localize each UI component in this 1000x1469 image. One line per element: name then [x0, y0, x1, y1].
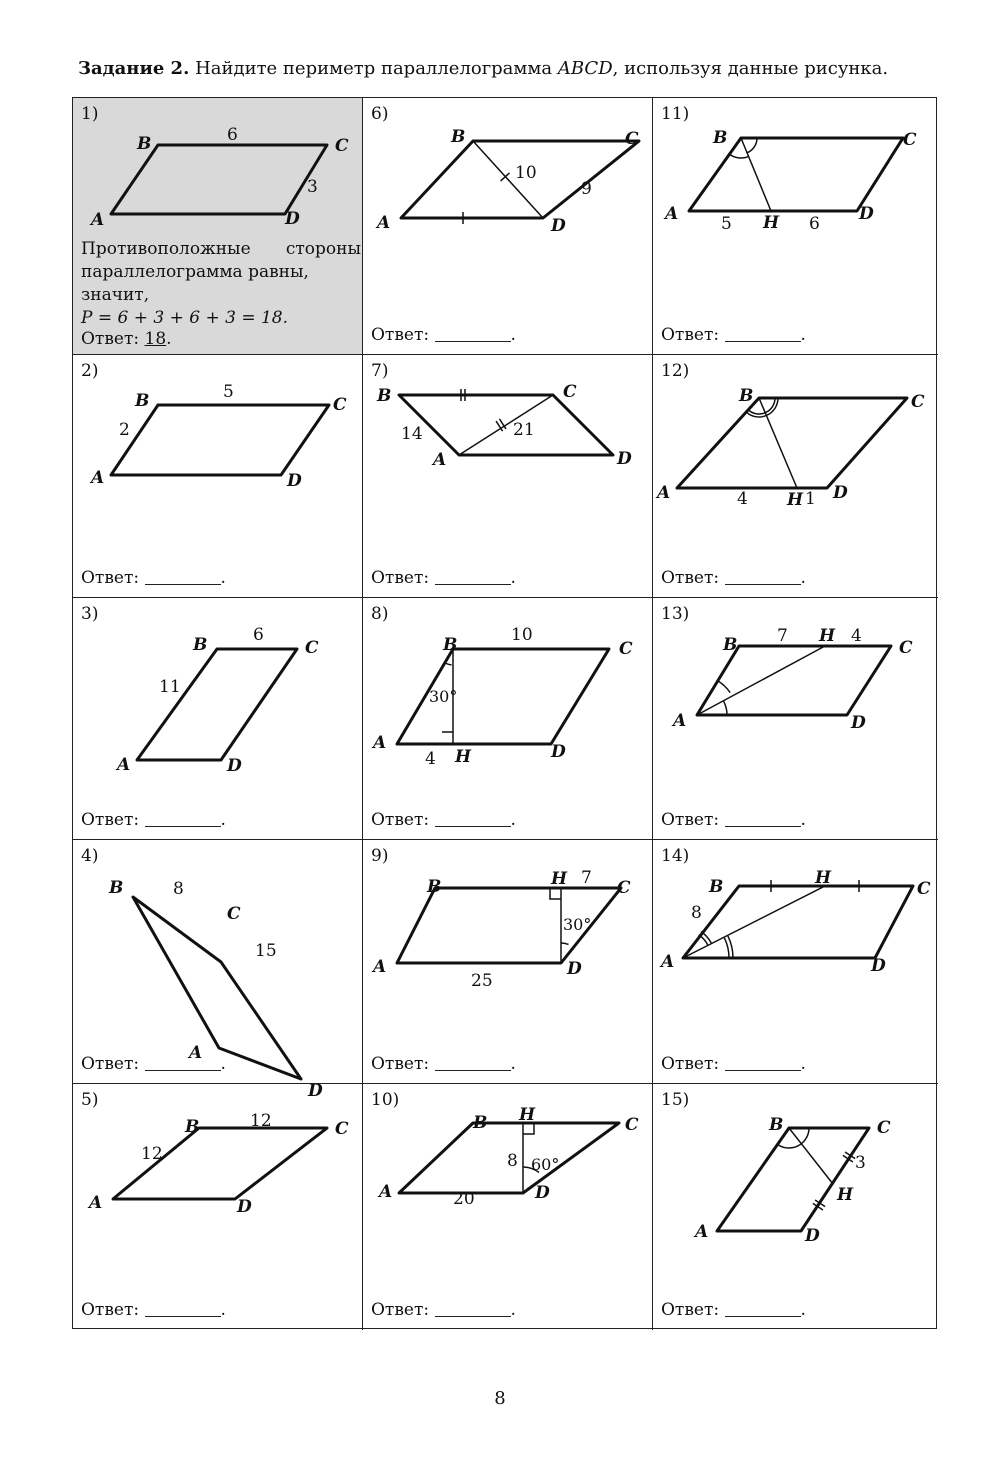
answer-line: Ответ: .	[81, 568, 226, 588]
vertex-label-h: H	[551, 869, 568, 889]
figure-14	[653, 840, 938, 1084]
value-label: 15	[255, 941, 277, 961]
vertex-label-d: D	[551, 216, 566, 236]
problem-cell-12	[653, 355, 938, 598]
answer-line: Ответ: .	[661, 325, 806, 345]
vertex-label-b: B	[137, 134, 152, 154]
answer-line: Ответ: 18.	[81, 329, 172, 349]
vertex-label-d: D	[805, 1226, 820, 1246]
bisector-AH	[697, 646, 825, 715]
figure-3	[73, 598, 363, 840]
value-label: 4	[425, 749, 436, 769]
value-label: 3	[307, 177, 318, 197]
problem-number: 11)	[661, 104, 690, 124]
vertex-label-d: D	[285, 209, 300, 229]
vertex-label-c: C	[917, 879, 931, 899]
value-label: 10	[511, 625, 533, 645]
value-label: 6	[809, 214, 820, 234]
answer-line: Ответ: .	[371, 810, 516, 830]
answer-blank[interactable]	[435, 1315, 511, 1317]
figure-12	[653, 355, 938, 598]
angle-arc	[800, 1128, 809, 1145]
diagonal	[459, 395, 553, 455]
problem-number: 15)	[661, 1090, 690, 1110]
vertex-label-b: B	[709, 877, 724, 897]
value-label: 21	[513, 420, 535, 440]
vertex-label-d: D	[871, 956, 886, 976]
value-label: 6	[253, 625, 264, 645]
bisector-BH	[759, 398, 797, 488]
answer-blank[interactable]	[435, 340, 511, 342]
problem-number: 9)	[371, 846, 389, 866]
figure-5	[73, 1084, 363, 1330]
answer-label: Ответ:	[81, 568, 140, 588]
figure-11	[653, 98, 938, 355]
answer-line: Ответ: .	[81, 1054, 226, 1074]
vertex-label-a: A	[189, 1043, 203, 1063]
problem-number: 6)	[371, 104, 389, 124]
answer-line: Ответ: .	[371, 1054, 516, 1074]
vertex-label-c: C	[911, 392, 925, 412]
value-label: 5	[721, 214, 732, 234]
vertex-label-c: C	[625, 129, 639, 149]
bisector-AH	[683, 886, 825, 958]
value-label: 1	[805, 489, 816, 509]
figure-name: ABCD	[557, 58, 613, 79]
answer-blank[interactable]	[145, 583, 221, 585]
vertex-label-d: D	[287, 471, 302, 491]
answer-blank[interactable]	[145, 1315, 221, 1317]
page-number: 8	[494, 1388, 506, 1409]
vertex-label-a: A	[695, 1222, 709, 1242]
value-label: 12	[141, 1144, 163, 1164]
value-label: 5	[223, 382, 234, 402]
vertex-label-b: B	[739, 386, 754, 406]
answer-blank[interactable]	[435, 825, 511, 827]
example-solution	[81, 238, 361, 330]
problem-cell-11	[653, 98, 938, 355]
vertex-label-d: D	[833, 483, 848, 503]
vertex-label-b: B	[109, 878, 124, 898]
problem-cell-8	[363, 598, 653, 840]
angle-arc	[723, 701, 727, 715]
parallelogram	[717, 1128, 869, 1231]
angle-value: 60°	[531, 1155, 560, 1174]
angle-arc	[730, 154, 749, 158]
problem-number: 12)	[661, 361, 690, 381]
angle-arc	[561, 943, 568, 944]
vertex-label-h: H	[837, 1185, 854, 1205]
answer-blank[interactable]	[725, 1315, 801, 1317]
parallelogram	[111, 405, 329, 475]
answer-label: Ответ:	[371, 1300, 430, 1320]
problem-number: 2)	[81, 361, 99, 381]
answer-line: Ответ: .	[661, 810, 806, 830]
value-label: 11	[159, 677, 181, 697]
problem-number: 4)	[81, 846, 99, 866]
answer-blank[interactable]	[145, 1069, 221, 1071]
example-formula: P = 6 + 3 + 6 + 3 = 18.	[81, 308, 288, 328]
answer-blank[interactable]	[725, 825, 801, 827]
figure-4	[73, 840, 363, 1101]
answer-label: Ответ:	[661, 325, 720, 345]
angle-arc	[445, 663, 451, 665]
vertex-label-b: B	[135, 391, 150, 411]
problem-cell-2	[73, 355, 363, 598]
vertex-label-h: H	[787, 490, 804, 510]
answer-blank[interactable]	[435, 1069, 511, 1071]
vertex-label-b: B	[723, 635, 738, 655]
value-label: 8	[507, 1151, 518, 1171]
vertex-label-c: C	[335, 136, 349, 156]
parallelogram	[111, 145, 327, 214]
problem-number: 14)	[661, 846, 690, 866]
vertex-label-h: H	[455, 747, 472, 767]
problem-number: 5)	[81, 1090, 99, 1110]
problem-cell-4	[73, 840, 363, 1101]
answer-blank[interactable]	[725, 583, 801, 585]
answer-label: Ответ:	[661, 1300, 720, 1320]
vertex-label-d: D	[617, 449, 632, 469]
value-label: 25	[471, 971, 493, 991]
vertex-label-d: D	[567, 959, 582, 979]
value-label: 10	[515, 163, 537, 183]
vertex-label-d: D	[308, 1081, 323, 1101]
problem-cell-14	[653, 840, 938, 1084]
answer-line: Ответ: .	[661, 568, 806, 588]
answer-line: Ответ: .	[371, 1300, 516, 1320]
vertex-label-d: D	[551, 742, 566, 762]
answer-blank[interactable]	[435, 583, 511, 585]
vertex-label-a: A	[673, 711, 687, 731]
bisector-BH	[741, 138, 771, 211]
vertex-label-b: B	[713, 128, 728, 148]
answer-label: Ответ:	[81, 1054, 140, 1074]
answer-label: Ответ:	[371, 1054, 430, 1074]
answer-label: Ответ:	[661, 1054, 720, 1074]
answer-label: Ответ:	[371, 325, 430, 345]
value-label: 14	[401, 424, 423, 444]
value-label: 20	[453, 1189, 475, 1209]
vertex-label-a: A	[373, 957, 387, 977]
parallelogram	[137, 649, 297, 760]
problem-number: 13)	[661, 604, 690, 624]
vertex-label-c: C	[899, 638, 913, 658]
angle-arc	[749, 410, 766, 414]
value-label: 9	[581, 179, 592, 199]
problem-cell-7	[363, 355, 653, 598]
figure-10	[363, 1084, 653, 1330]
angle-arc	[724, 938, 729, 958]
angle-arc	[717, 680, 730, 692]
vertex-label-b: B	[377, 386, 392, 406]
vertex-label-c: C	[333, 395, 347, 415]
vertex-label-d: D	[859, 204, 874, 224]
vertex-label-c: C	[625, 1115, 639, 1135]
answer-line: Ответ: .	[661, 1054, 806, 1074]
vertex-label-a: A	[91, 210, 105, 230]
vertex-label-b: B	[193, 635, 208, 655]
task-label: Задание 2.	[78, 58, 190, 79]
vertex-label-d: D	[535, 1183, 550, 1203]
value-label: 4	[851, 626, 862, 646]
vertex-label-a: A	[373, 733, 387, 753]
answer-line: Ответ: .	[81, 1300, 226, 1320]
value-label: 4	[737, 489, 748, 509]
answer-label: Ответ:	[371, 568, 430, 588]
parallelogram	[689, 138, 903, 211]
value-label: 2	[119, 420, 130, 440]
vertex-label-a: A	[377, 213, 391, 233]
figure-15	[653, 1084, 938, 1330]
angle-value: 30°	[563, 915, 592, 934]
answer-line: Ответ: .	[371, 325, 516, 345]
vertex-label-c: C	[619, 639, 633, 659]
answer-line: Ответ: .	[661, 1300, 806, 1320]
answer-label: Ответ:	[371, 810, 430, 830]
problem-cell-1	[73, 98, 363, 355]
problem-cell-3	[73, 598, 363, 840]
figure-2	[73, 355, 363, 598]
value-label: 7	[777, 626, 788, 646]
figure-9	[363, 840, 653, 1084]
vertex-label-c: C	[335, 1119, 349, 1139]
answer-blank[interactable]	[725, 1069, 801, 1071]
problem-cell-9	[363, 840, 653, 1084]
answer-label: Ответ:	[81, 1300, 140, 1320]
vertex-label-c: C	[903, 130, 917, 150]
vertex-label-b: B	[769, 1115, 784, 1135]
vertex-label-b: B	[427, 877, 442, 897]
problem-cell-15	[653, 1084, 938, 1330]
value-label: 6	[227, 125, 238, 145]
vertex-label-a: A	[433, 450, 447, 470]
vertex-label-c: C	[227, 904, 241, 924]
figure-6	[363, 98, 653, 355]
vertex-label-c: C	[617, 878, 631, 898]
vertex-label-b: B	[185, 1117, 200, 1137]
vertex-label-h: H	[815, 868, 832, 888]
vertex-label-d: D	[237, 1197, 252, 1217]
vertex-label-d: D	[227, 756, 242, 776]
vertex-label-a: A	[379, 1182, 393, 1202]
answer-line: Ответ: .	[81, 810, 226, 830]
vertex-label-a: A	[657, 483, 671, 503]
problem-grid	[72, 97, 937, 1329]
vertex-label-b: B	[473, 1113, 488, 1133]
value-label: 8	[173, 879, 184, 899]
answer-line: Ответ: .	[371, 568, 516, 588]
vertex-label-h: H	[519, 1105, 536, 1125]
problem-number: 1)	[81, 104, 99, 124]
problem-cell-10	[363, 1084, 653, 1330]
vertex-label-h: H	[819, 626, 836, 646]
right-angle-mark	[550, 888, 561, 899]
value-label: 7	[581, 868, 592, 888]
parallelogram	[133, 897, 301, 1079]
task-text-end: , используя данные рисунка.	[612, 58, 889, 79]
value-label: 12	[250, 1111, 272, 1131]
vertex-label-a: A	[91, 468, 105, 488]
vertex-label-b: B	[451, 127, 466, 147]
problem-number: 7)	[371, 361, 389, 381]
angle-arc	[747, 138, 757, 153]
answer-label: Ответ:	[661, 810, 720, 830]
problem-cell-5	[73, 1084, 363, 1330]
vertex-label-a: A	[661, 952, 675, 972]
vertex-label-c: C	[563, 382, 577, 402]
figure-7	[363, 355, 653, 598]
value-label: 8	[691, 903, 702, 923]
answer-value: 18	[144, 329, 167, 349]
vertex-label-a: A	[117, 755, 131, 775]
problem-number: 8)	[371, 604, 389, 624]
vertex-label-a: A	[665, 204, 679, 224]
figure-13	[653, 598, 938, 840]
bisector-BH	[789, 1128, 833, 1184]
parallelogram	[697, 646, 891, 715]
example-text: Противоположные стороны параллелограмма равны,	[81, 239, 361, 282]
vertex-label-a: A	[89, 1193, 103, 1213]
problem-number: 10)	[371, 1090, 400, 1110]
vertex-label-b: B	[443, 635, 458, 655]
answer-blank[interactable]	[725, 340, 801, 342]
vertex-label-d: D	[851, 713, 866, 733]
answer-label: Ответ:	[81, 329, 140, 349]
answer-label: Ответ:	[661, 568, 720, 588]
vertex-label-h: H	[763, 213, 780, 233]
task-statement	[78, 58, 888, 79]
angle-arc	[778, 1145, 800, 1148]
answer-label: Ответ:	[81, 810, 140, 830]
task-text: Найдите периметр параллелограмма	[195, 58, 553, 79]
problem-number: 3)	[81, 604, 99, 624]
vertex-label-c: C	[305, 638, 319, 658]
problem-cell-6	[363, 98, 653, 355]
angle-value: 30°	[429, 687, 458, 706]
value-label: 3	[855, 1153, 866, 1173]
vertex-label-c: C	[877, 1118, 891, 1138]
answer-blank[interactable]	[145, 825, 221, 827]
figure-8	[363, 598, 653, 840]
problem-cell-13	[653, 598, 938, 840]
example-text-2: значит,	[81, 285, 150, 305]
